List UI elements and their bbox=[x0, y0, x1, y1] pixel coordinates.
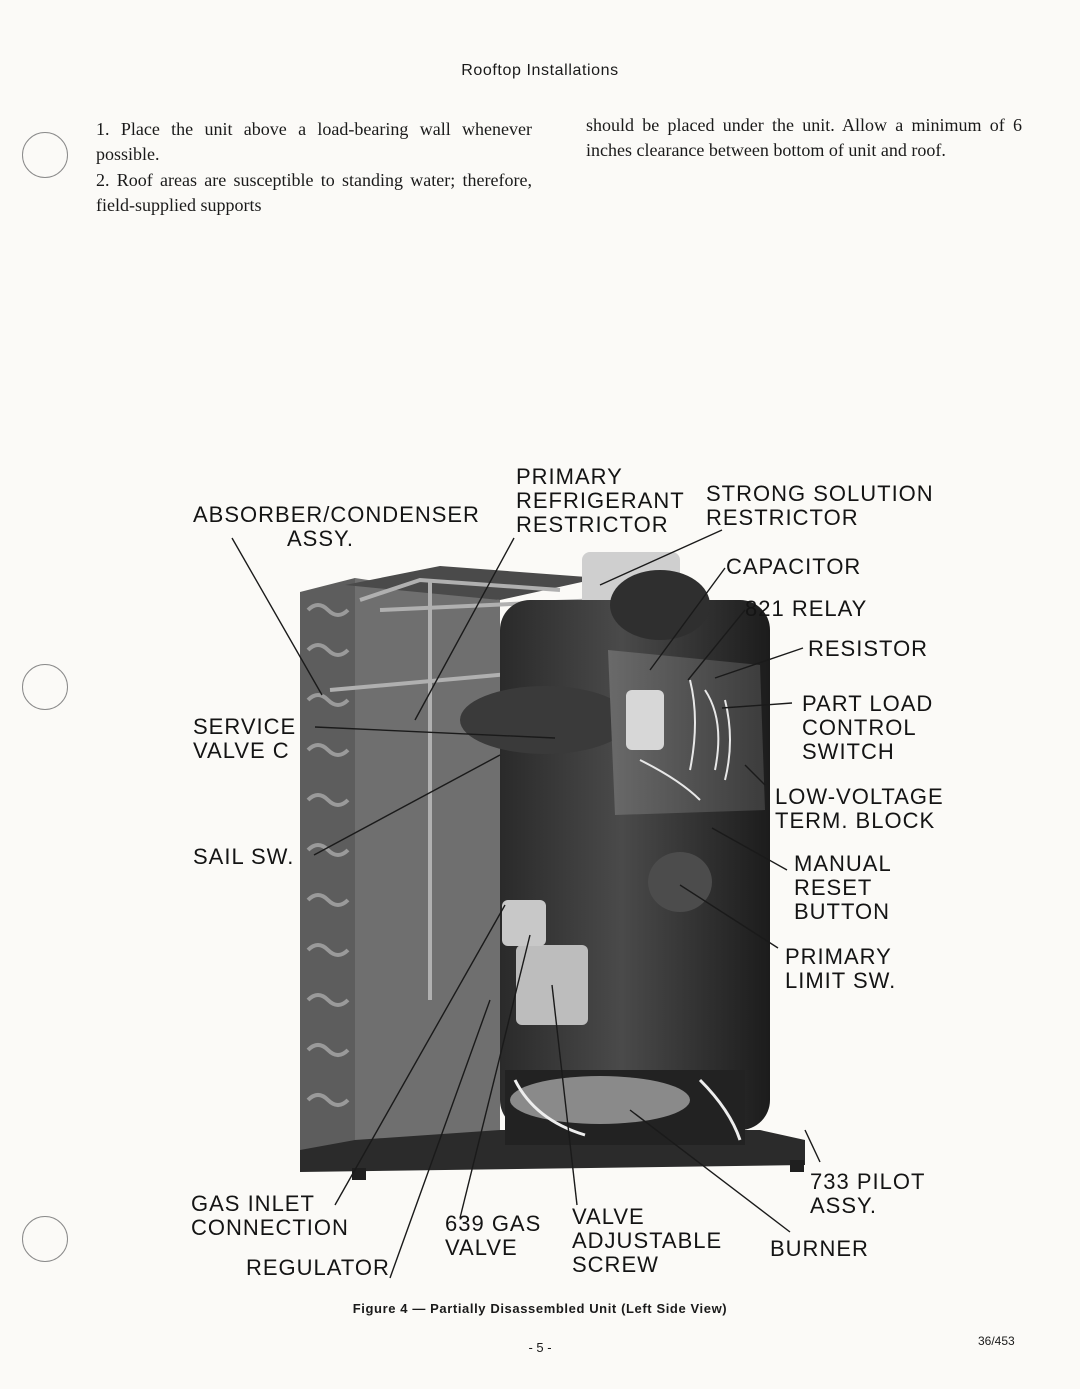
label-line: 639 GAS bbox=[445, 1211, 542, 1236]
condenser-coil bbox=[300, 578, 355, 1150]
regulator-body bbox=[502, 900, 546, 946]
label-primary-limit-switch bbox=[785, 945, 896, 993]
label-line: RESTRICTOR bbox=[706, 505, 859, 530]
label-line: PRIMARY bbox=[516, 464, 623, 489]
label-line: VALVE C bbox=[193, 738, 290, 763]
label-capacitor: CAPACITOR bbox=[726, 554, 862, 579]
service-tank bbox=[460, 686, 630, 754]
page-header: Rooftop Installations bbox=[461, 62, 619, 79]
label-line: LIMIT SW. bbox=[785, 968, 897, 993]
label-service-valve bbox=[193, 715, 296, 763]
base-foot-right bbox=[790, 1160, 804, 1172]
label-part-load-control-switch bbox=[802, 692, 933, 764]
label-line: SERVICE bbox=[193, 714, 297, 739]
label-line: PART LOAD bbox=[802, 691, 934, 716]
instruction-1: 1. Place the unit above a load-bearing wall whenever possible. bbox=[96, 119, 532, 164]
label-line: CONNECTION bbox=[191, 1215, 349, 1240]
label-line: PRIMARY bbox=[785, 944, 892, 969]
label-line: ABSORBER/CONDENSER bbox=[193, 502, 480, 527]
label-line: BUTTON bbox=[794, 899, 891, 924]
label-line: SWITCH bbox=[802, 739, 895, 764]
label-valve-adjustable-screw bbox=[572, 1205, 722, 1277]
reset-housing bbox=[648, 852, 712, 912]
label-line: STRONG SOLUTION bbox=[706, 481, 934, 506]
page-number: - 5 - bbox=[528, 1340, 552, 1355]
label-manual-reset-button bbox=[794, 852, 892, 924]
label-line: MANUAL bbox=[794, 851, 892, 876]
document-number: 36/453 bbox=[978, 1334, 1015, 1348]
label-resistor: RESISTOR bbox=[808, 636, 929, 661]
label-line: GAS INLET bbox=[191, 1191, 315, 1216]
label-sail-switch: SAIL SW. bbox=[193, 844, 295, 869]
label-line: RESET bbox=[794, 875, 873, 900]
label-line: VALVE bbox=[445, 1235, 518, 1260]
label-regulator: REGULATOR bbox=[246, 1255, 390, 1280]
burner-cylinder bbox=[510, 1076, 690, 1124]
instruction-2-continued: should be placed under the unit. Allow a minimum of 6 inches clearance between bottom of unit and roof. bbox=[586, 115, 1022, 160]
upper-tank bbox=[610, 570, 710, 640]
label-low-voltage-term-block bbox=[775, 785, 944, 833]
label-line: ASSY. bbox=[810, 1193, 877, 1218]
instruction-2: 2. Roof areas are susceptible to standing water; therefore, field-supplied supports bbox=[96, 170, 532, 215]
label-line: ADJUSTABLE bbox=[572, 1228, 723, 1253]
label-line: LOW-VOLTAGE bbox=[775, 784, 944, 809]
label-line: RESTRICTOR bbox=[516, 512, 669, 537]
label-639-gas-valve bbox=[445, 1212, 541, 1260]
capacitor-can bbox=[626, 690, 664, 750]
label-line: ASSY. bbox=[287, 526, 354, 551]
label-primary-refrigerant-restrictor bbox=[516, 465, 685, 537]
label-line: CONTROL bbox=[802, 715, 917, 740]
label-strong-solution-restrictor bbox=[706, 482, 934, 530]
label-line: VALVE bbox=[572, 1204, 645, 1229]
label-burner: BURNER bbox=[770, 1236, 869, 1261]
label-line: SCREW bbox=[572, 1252, 659, 1277]
label-line: REFRIGERANT bbox=[516, 488, 685, 513]
label-line: 733 PILOT bbox=[810, 1169, 926, 1194]
label-821-relay: 821 RELAY bbox=[745, 596, 868, 621]
label-line: TERM. BLOCK bbox=[775, 808, 936, 833]
label-absorber-condenser bbox=[193, 503, 480, 551]
base-foot-left bbox=[352, 1168, 366, 1180]
figure-caption: Figure 4 — Partially Disassembled Unit (Left Side View) bbox=[352, 1301, 728, 1316]
label-gas-inlet-connection bbox=[191, 1192, 349, 1240]
absorber-cabinet bbox=[355, 578, 500, 1140]
label-733-pilot-assy bbox=[810, 1170, 925, 1218]
